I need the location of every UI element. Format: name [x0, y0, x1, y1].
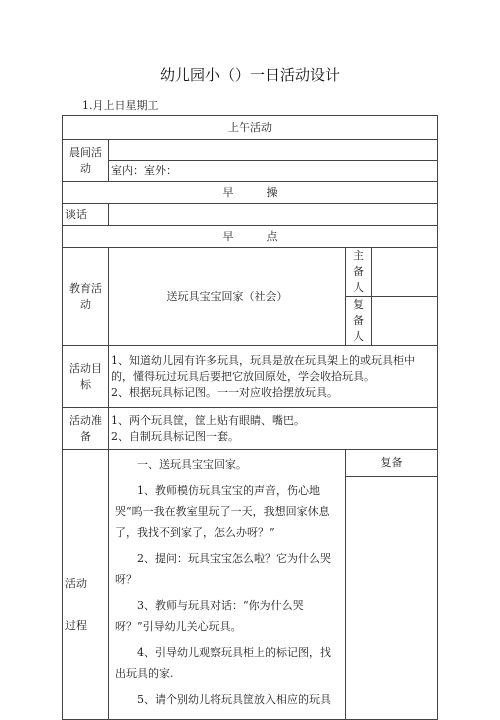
process-step-1: 一、送玩具宝宝回家。	[137, 458, 247, 471]
process-label-2: 过程	[65, 618, 87, 632]
process-step-4: 3、教师与玩具对话：“你为什么哭呀？”引导幼儿关心玩具。	[115, 599, 304, 633]
goal-item-2: 2、根据玩具标记图。一一对应收拾摆放玩具。	[111, 385, 338, 399]
process-step-2: 1、教师模仿玩具宝宝的声音，伤心地哭“呜一我在教室里玩了一天，我想回家休息了，我找不到家了，怎么办呀？”	[115, 484, 330, 539]
snack-section-header: 早 点	[63, 226, 438, 248]
morning-section-header: 上午活动	[63, 116, 438, 140]
process-step-6: 5、请个别幼儿将玩具筐放入相应的玩具	[137, 693, 331, 706]
exercise-header-row	[63, 182, 438, 204]
goals-row	[63, 346, 438, 408]
education-name: 送玩具宝宝回家（社会）	[109, 248, 346, 346]
process-review-content	[346, 477, 438, 720]
prep-label: 活动准备	[63, 408, 109, 450]
exercise-section-header: 早 操	[63, 182, 438, 204]
prep-item-2: 2、自制玩具标记图一套。	[111, 429, 239, 443]
lead-preparer-value	[372, 248, 438, 297]
review-preparer-label: 复备人	[346, 297, 372, 346]
review-preparer-value	[372, 297, 438, 346]
talk-label: 谈话	[63, 204, 109, 226]
morning-activity-row-top	[63, 140, 438, 161]
process-review-header: 复备	[346, 450, 438, 477]
page-title: 幼儿园小（）一日活动设计	[159, 66, 340, 84]
activity-form-table	[62, 115, 438, 720]
date-line: 1.月上日星期工	[82, 99, 159, 112]
education-row-top	[63, 248, 438, 297]
snack-header-row	[63, 226, 438, 248]
morning-activity-row-bottom	[63, 161, 438, 182]
education-label: 教育活动	[63, 248, 109, 346]
morning-activity-label: 晨间活动	[63, 140, 109, 182]
goals-content	[109, 346, 438, 408]
talk-row	[63, 204, 438, 226]
process-steps	[109, 450, 346, 720]
prep-item-1: 1、两个玩具筐，筐上贴有眼睛、嘴巴。	[111, 413, 305, 427]
process-row-top	[63, 450, 438, 477]
goal-item-1: 1、知道幼儿园有许多玩具，玩具是放在玩具架上的或玩具柜中的，懂得玩过玩具后要把它放回原处，学会收拾玩具。	[111, 353, 415, 383]
morning-activity-content: 室内：室外：	[109, 161, 438, 182]
lead-preparer-label: 主备人	[346, 248, 372, 297]
prep-content	[109, 408, 438, 450]
process-label-1: 活动	[65, 576, 87, 590]
talk-content	[109, 204, 438, 226]
morning-header-row	[63, 116, 438, 140]
goals-label: 活动目标	[63, 346, 109, 408]
prep-row	[63, 408, 438, 450]
process-step-5: 4、引导幼儿观察玩具柜上的标记图，找出玩具的家.	[115, 646, 331, 680]
morning-activity-blank	[109, 140, 438, 161]
process-step-3: 2、提问：玩具宝宝怎么啦？它为什么哭呀？	[115, 552, 331, 586]
process-label-cell	[63, 450, 109, 720]
